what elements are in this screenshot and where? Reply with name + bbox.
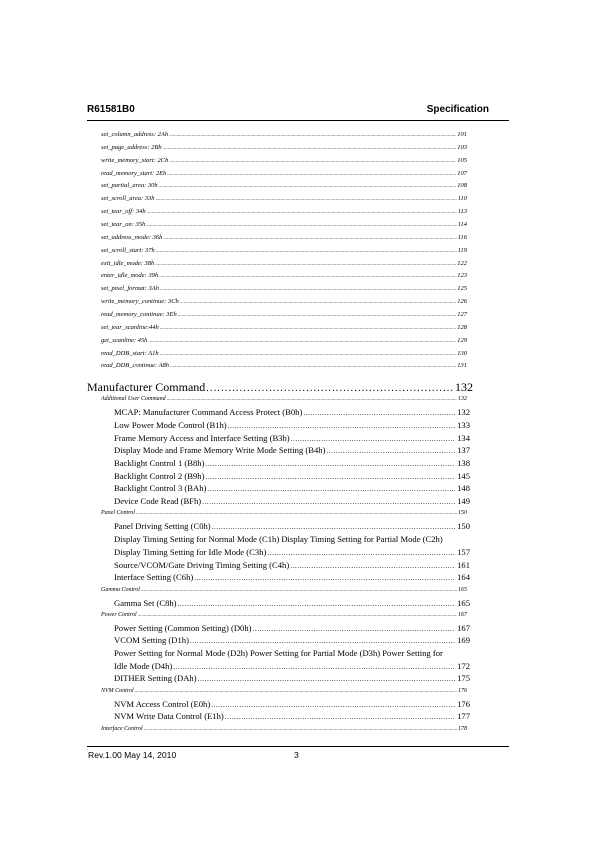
toc-entry: Source/VCOM/Gate Driving Timing Setting (C4h) ..... 161 bbox=[114, 559, 470, 571]
toc-entry: set_address_mode: 36h ..... 116 bbox=[101, 233, 467, 243]
toc-group-heading: Additional User Command ..... 132 bbox=[101, 395, 467, 404]
toc-entry: set_scroll_start: 37h ..... 119 bbox=[101, 246, 467, 256]
toc-entry: enter_idle_mode: 39h ..... 123 bbox=[101, 271, 467, 281]
toc-entry-plain: Power Setting for Normal Mode (D2h) Power Setting for Partial Mode (D3h) Power Setting for bbox=[114, 648, 443, 658]
toc-entry: Power Setting (Common Setting) (D0h) ..... 167 bbox=[114, 622, 470, 634]
toc-entry: read_DDB_start: A1h ..... 130 bbox=[101, 349, 467, 359]
toc-entry: write_memory_continue: 3Ch ..... 126 bbox=[101, 297, 467, 307]
toc-entry: Display Mode and Frame Memory Write Mode Setting (B4h) ..... 137 bbox=[114, 444, 470, 456]
toc-entry: read_DDB_continue: A8h ..... 131 bbox=[101, 361, 467, 371]
toc-entry: Device Code Read (BFh) ..... 149 bbox=[114, 495, 470, 507]
document-id: R61581B0 bbox=[87, 104, 135, 115]
toc-group-heading: NVM Control ..... 176 bbox=[101, 687, 467, 696]
toc-entry: Display Timing Setting for Idle Mode (C3h) ..... 157 bbox=[114, 546, 470, 558]
toc-group-heading: Interface Control ..... 178 bbox=[101, 725, 467, 734]
footer-rule bbox=[87, 746, 509, 747]
toc-entry: NVM Access Control (E0h) ..... 176 bbox=[114, 698, 470, 710]
toc-entry: get_scanline: 45h ..... 129 bbox=[101, 336, 467, 346]
toc-entry: MCAP: Manufacturer Command Access Protect (B0h) ..... 132 bbox=[114, 406, 470, 418]
toc-entry: set_pixel_format: 3Ah ..... 125 bbox=[101, 284, 467, 294]
toc-entry: set_tear_off: 34h ..... 113 bbox=[101, 207, 467, 217]
toc-entry: Backlight Control 3 (BAh) ..... 148 bbox=[114, 482, 470, 494]
toc-group-heading: Panel Control ..... 150 bbox=[101, 509, 467, 518]
toc-entry: Idle Mode (D4h) ..... 172 bbox=[114, 660, 470, 672]
document-type: Specification bbox=[426, 104, 489, 115]
toc-entry: read_memory_continue: 3Eh ..... 127 bbox=[101, 310, 467, 320]
toc-entry: set_column_address: 2Ah ..... 101 bbox=[101, 130, 467, 140]
toc-entry: set_page_address: 2Bh ..... 103 bbox=[101, 143, 467, 153]
toc-entry: Interface Setting (C6h) ..... 164 bbox=[114, 571, 470, 583]
toc-entry: Gamma Set (C8h) ..... 165 bbox=[114, 597, 470, 609]
toc-entry: set_partial_area: 30h ..... 108 bbox=[101, 181, 467, 191]
toc-entry: set_tear_scanline:44h ..... 128 bbox=[101, 323, 467, 333]
toc-section-heading: Manufacturer Command ..... 132 bbox=[87, 379, 473, 395]
toc-group-heading: Power Control ..... 167 bbox=[101, 611, 467, 620]
toc-entry: read_memory_start: 2Eh ..... 107 bbox=[101, 169, 467, 179]
page-number: 3 bbox=[294, 750, 299, 760]
toc-entry: set_scroll_area: 33h ..... 110 bbox=[101, 194, 467, 204]
toc-entry: Panel Driving Setting (C0h) ..... 150 bbox=[114, 520, 470, 532]
toc-entry: Backlight Control 1 (B8h) ..... 138 bbox=[114, 457, 470, 469]
toc-entry: NVM Write Data Control (E1h) ..... 177 bbox=[114, 710, 470, 722]
toc-entry: Low Power Mode Control (B1h) ..... 133 bbox=[114, 419, 470, 431]
toc-entry: set_tear_on: 35h ..... 114 bbox=[101, 220, 467, 230]
toc-entry: exit_idle_mode: 38h ..... 122 bbox=[101, 259, 467, 269]
toc-entry: VCOM Setting (D1h) ..... 169 bbox=[114, 634, 470, 646]
toc-group-heading: Gamma Control ..... 165 bbox=[101, 586, 467, 595]
toc-entry-plain: Display Timing Setting for Normal Mode (C1h) Display Timing Setting for Partial Mode (C2h) bbox=[114, 534, 443, 544]
toc-entry: Backlight Control 2 (B9h) ..... 145 bbox=[114, 470, 470, 482]
toc-entry: write_memory_start: 2Ch ..... 105 bbox=[101, 156, 467, 166]
revision-date: Rev.1.00 May 14, 2010 bbox=[88, 750, 177, 760]
toc-entry: Frame Memory Access and Interface Setting (B3h) ..... 134 bbox=[114, 432, 470, 444]
toc-entry: DITHER Setting (DAh) ..... 175 bbox=[114, 672, 470, 684]
